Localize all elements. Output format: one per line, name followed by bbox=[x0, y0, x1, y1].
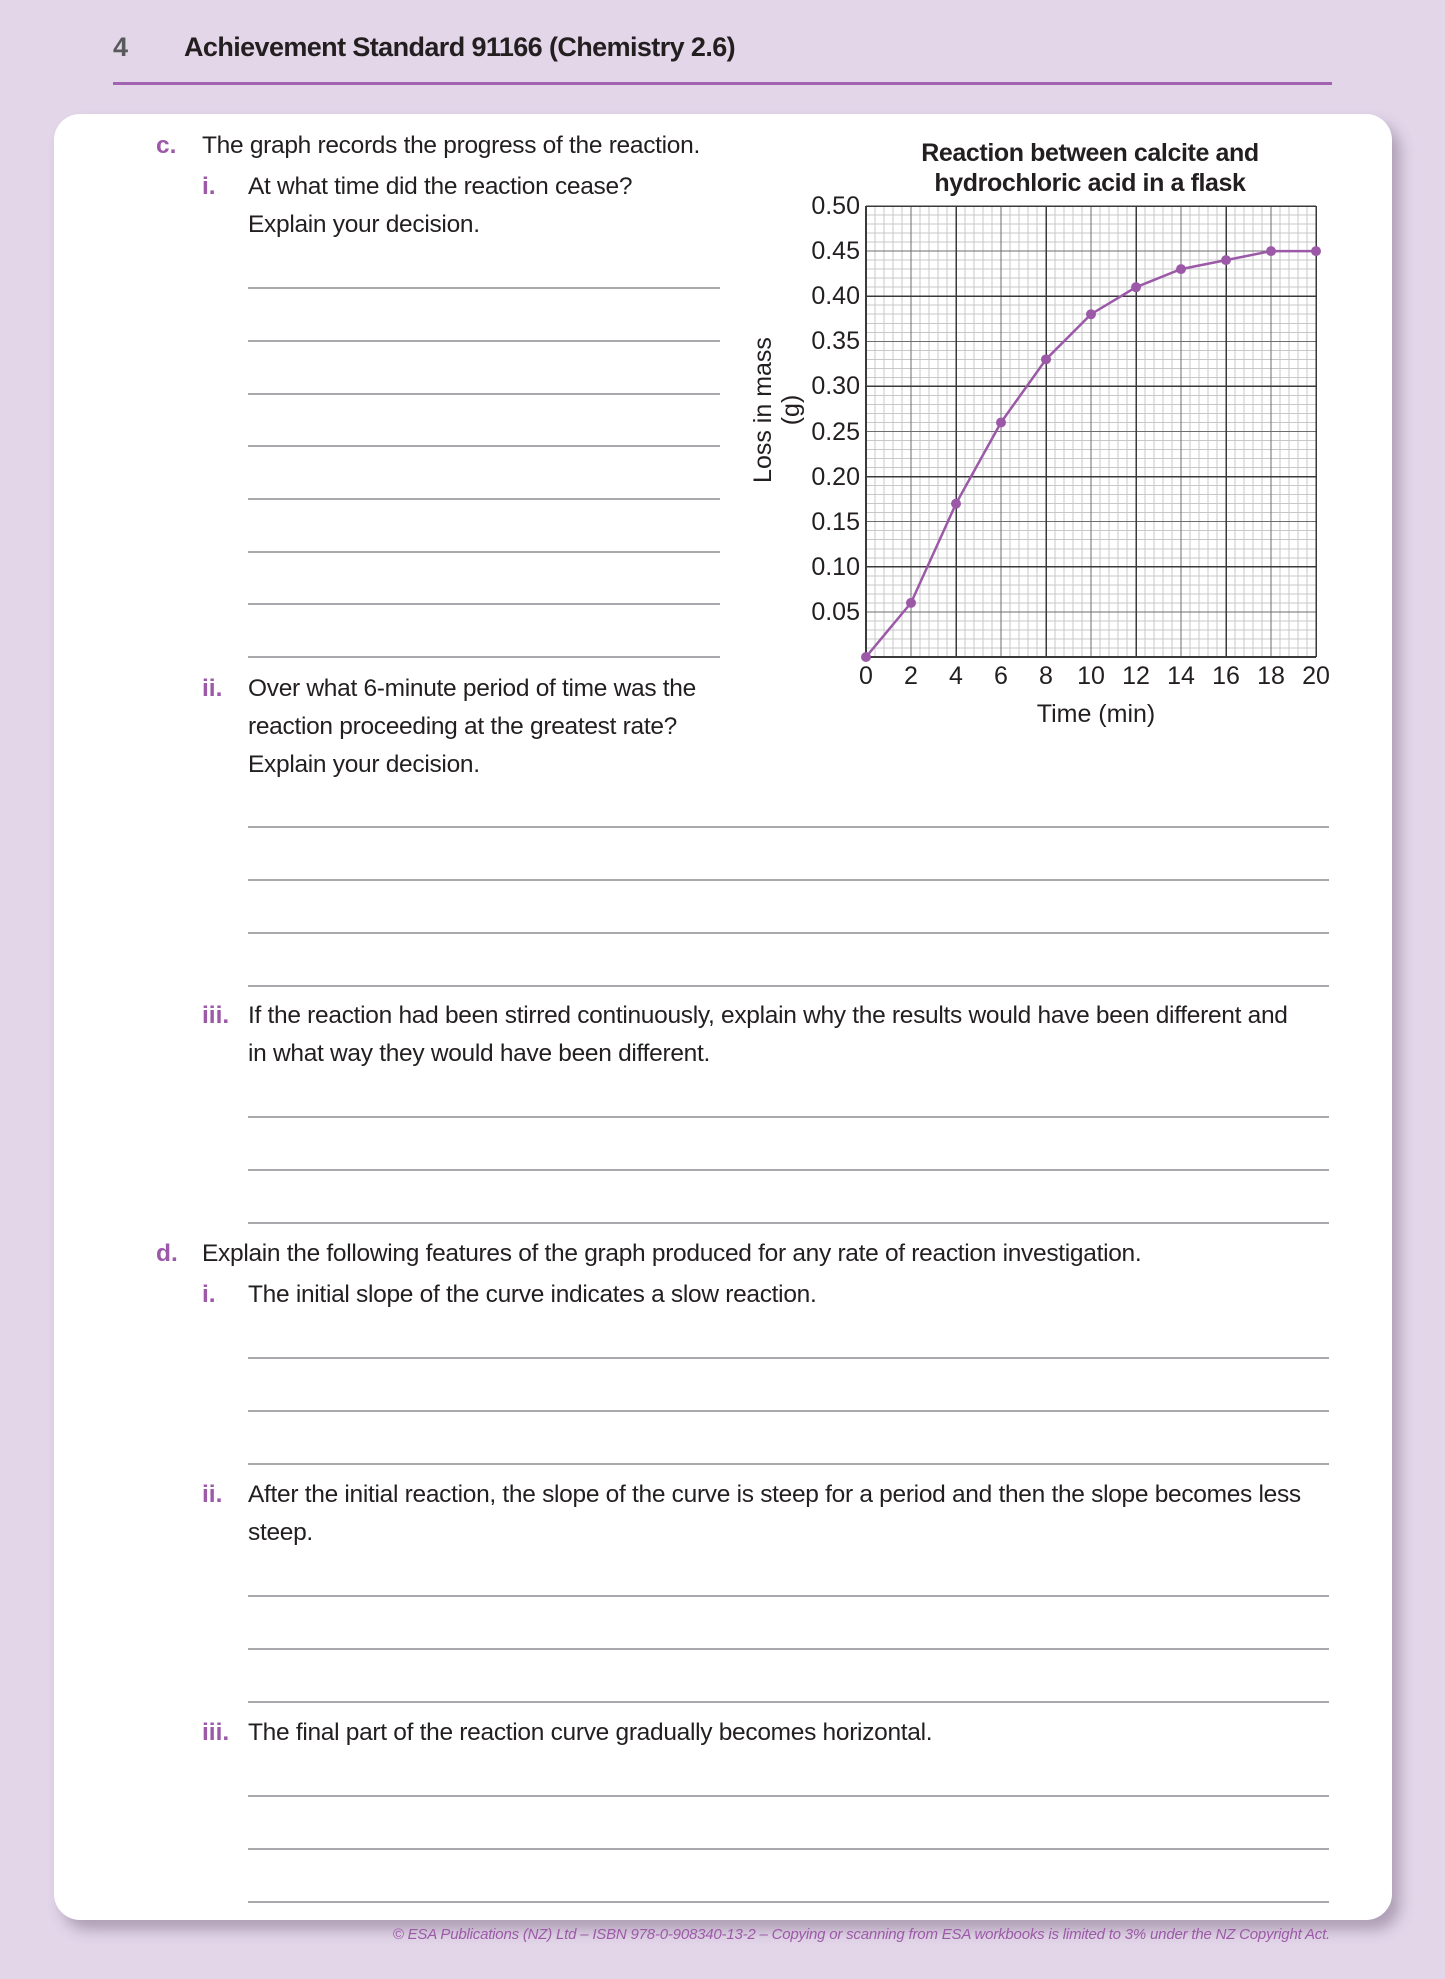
data-point bbox=[1311, 246, 1321, 256]
answer-line[interactable] bbox=[248, 287, 720, 289]
y-tick-label: 0.20 bbox=[811, 462, 860, 491]
question-d-i-line-1: The initial slope of the curve indicates a slow reaction. bbox=[248, 1281, 817, 1308]
answer-line[interactable] bbox=[248, 1463, 1329, 1465]
x-tick-label: 16 bbox=[1212, 662, 1240, 690]
x-tick-label: 20 bbox=[1302, 662, 1330, 690]
answer-line[interactable] bbox=[248, 826, 1329, 828]
x-axis-label: Time (min) bbox=[1036, 700, 1156, 728]
question-c-label: c. bbox=[156, 132, 177, 159]
answer-line[interactable] bbox=[248, 1901, 1329, 1903]
question-c-iii-label: iii. bbox=[202, 1002, 230, 1029]
y-tick-label: 0.45 bbox=[811, 237, 860, 266]
data-point bbox=[951, 499, 961, 509]
question-d-ii-label: ii. bbox=[202, 1481, 223, 1508]
question-c-ii-line-3: Explain your decision. bbox=[248, 751, 480, 778]
answer-line[interactable] bbox=[248, 1795, 1329, 1797]
question-d-label: d. bbox=[156, 1240, 178, 1267]
data-point bbox=[1176, 264, 1186, 274]
data-point bbox=[1221, 255, 1231, 265]
y-tick-label: 0.40 bbox=[811, 282, 860, 311]
question-c-ii-label: ii. bbox=[202, 675, 223, 702]
answer-line[interactable] bbox=[248, 393, 720, 395]
y-axis-label: Loss in mass (g) bbox=[749, 337, 805, 483]
data-point bbox=[1131, 282, 1141, 292]
answer-line[interactable] bbox=[248, 1848, 1329, 1850]
answer-line[interactable] bbox=[248, 1357, 1329, 1359]
header-divider bbox=[113, 82, 1332, 85]
copyright-footer: © ESA Publications (NZ) Ltd – ISBN 978-0-908340-13-2 – Copying or scanning from ESA workbooks is limited to 3% under the NZ Copyright Act. bbox=[392, 1926, 1330, 1943]
data-point bbox=[1266, 246, 1276, 256]
chart-title bbox=[880, 138, 1300, 198]
answer-line[interactable] bbox=[248, 1595, 1329, 1597]
question-d-iii-label: iii. bbox=[202, 1719, 230, 1746]
answer-line[interactable] bbox=[248, 1410, 1329, 1412]
answer-line[interactable] bbox=[248, 603, 720, 605]
question-c-text: The graph records the progress of the reaction. bbox=[202, 132, 700, 159]
data-point bbox=[1041, 354, 1051, 364]
answer-line[interactable] bbox=[248, 985, 1329, 987]
question-d-ii-line-1: After the initial reaction, the slope of the curve is steep for a period and then the slope becomes less bbox=[248, 1481, 1301, 1508]
y-tick-label: 0.35 bbox=[811, 327, 860, 356]
question-c-i-label: i. bbox=[202, 173, 216, 200]
answer-line[interactable] bbox=[248, 656, 720, 658]
chart-title-line-1: Reaction between calcite and bbox=[921, 139, 1259, 167]
x-tick-label: 8 bbox=[1039, 662, 1053, 690]
page-number: 4 bbox=[113, 32, 129, 62]
question-c-iii-line-1: If the reaction had been stirred continuously, explain why the results would have been different and bbox=[248, 1002, 1288, 1029]
x-tick-label: 18 bbox=[1257, 662, 1285, 690]
data-point bbox=[906, 598, 916, 608]
plot-area bbox=[860, 200, 1330, 670]
question-d-ii-line-2: steep. bbox=[248, 1519, 313, 1546]
question-c-iii-line-2: in what way they would have been different. bbox=[248, 1040, 710, 1067]
x-tick-label: 0 bbox=[859, 662, 873, 690]
question-c-ii-line-1: Over what 6-minute period of time was the bbox=[248, 675, 696, 702]
answer-line[interactable] bbox=[248, 1116, 1329, 1118]
question-c-ii-line-2: reaction proceeding at the greatest rate? bbox=[248, 713, 677, 740]
question-c-i-line-1: At what time did the reaction cease? bbox=[248, 173, 633, 200]
y-tick-label: 0.15 bbox=[811, 507, 860, 536]
chart-title-line-2: hydrochloric acid in a flask bbox=[934, 169, 1246, 197]
question-d-i-label: i. bbox=[202, 1281, 216, 1308]
x-tick-label: 12 bbox=[1122, 662, 1150, 690]
x-tick-label: 6 bbox=[994, 662, 1008, 690]
answer-line[interactable] bbox=[248, 340, 720, 342]
y-tick-label: 0.05 bbox=[811, 597, 860, 626]
x-tick-label: 14 bbox=[1167, 662, 1195, 690]
answer-line[interactable] bbox=[248, 1222, 1329, 1224]
y-tick-label: 0.30 bbox=[811, 372, 860, 401]
question-d-iii-line-1: The final part of the reaction curve gradually becomes horizontal. bbox=[248, 1719, 933, 1746]
answer-line[interactable] bbox=[248, 1169, 1329, 1171]
data-point bbox=[861, 652, 871, 662]
y-tick-label: 0.10 bbox=[811, 552, 860, 581]
answer-line[interactable] bbox=[248, 551, 720, 553]
y-tick-label: 0.50 bbox=[811, 192, 860, 220]
answer-line[interactable] bbox=[248, 932, 1329, 934]
page-title: Achievement Standard 91166 (Chemistry 2.6) bbox=[184, 32, 736, 62]
x-tick-label: 4 bbox=[949, 662, 963, 690]
x-tick-label: 2 bbox=[904, 662, 918, 690]
answer-line[interactable] bbox=[248, 1648, 1329, 1650]
y-tick-label: 0.25 bbox=[811, 417, 860, 446]
x-tick-label: 10 bbox=[1077, 662, 1105, 690]
data-point bbox=[996, 417, 1006, 427]
question-c-i-line-2: Explain your decision. bbox=[248, 211, 480, 238]
answer-line[interactable] bbox=[248, 1701, 1329, 1703]
question-d-text: Explain the following features of the graph produced for any rate of reaction investigation. bbox=[202, 1240, 1142, 1267]
answer-line[interactable] bbox=[248, 879, 1329, 881]
answer-line[interactable] bbox=[248, 498, 720, 500]
data-point bbox=[1086, 309, 1096, 319]
answer-line[interactable] bbox=[248, 445, 720, 447]
